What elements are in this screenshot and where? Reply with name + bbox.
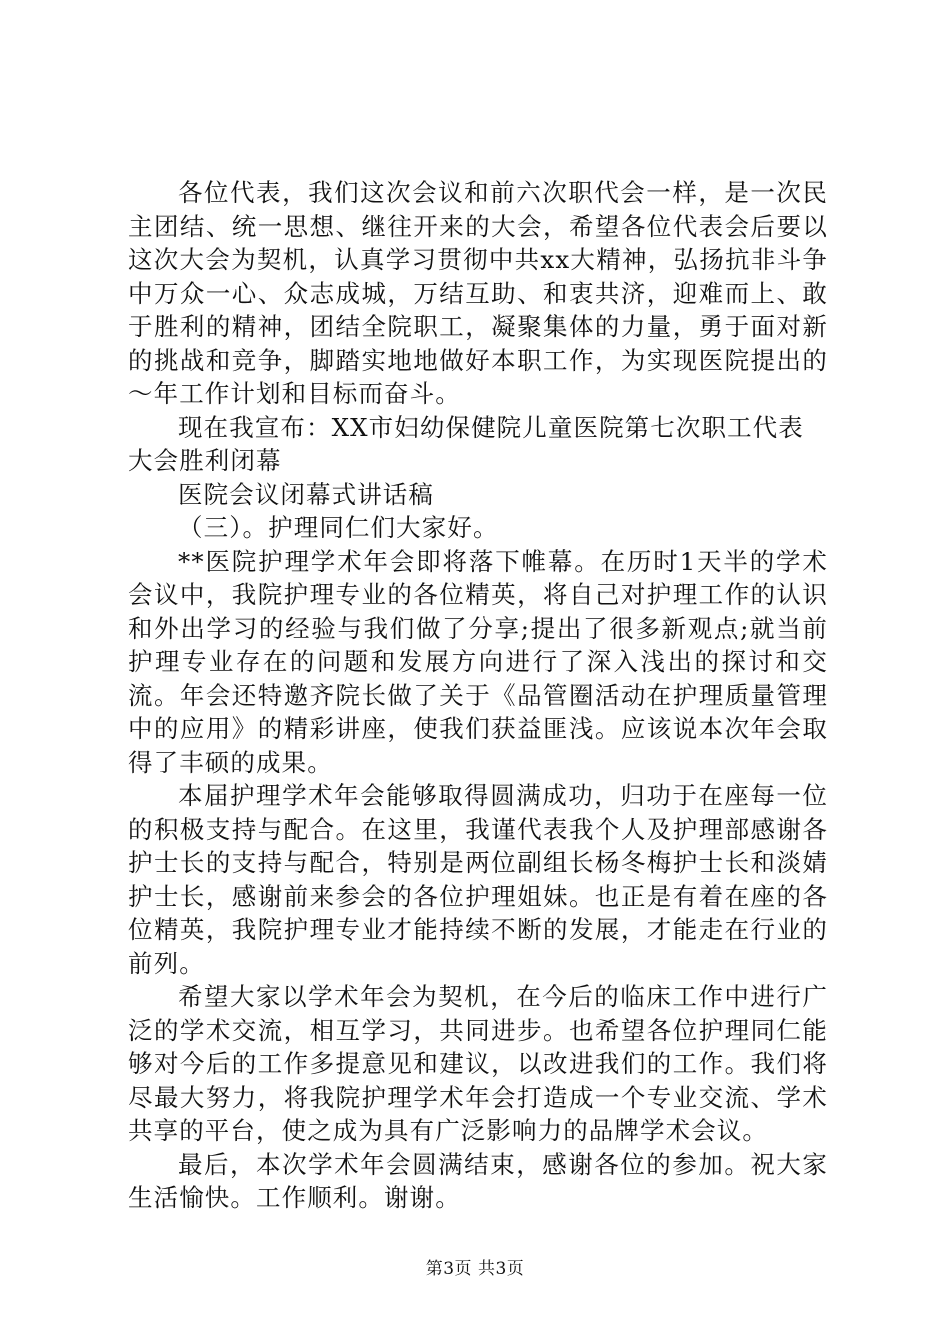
paragraph-declaration: 现在我宣布：XX市妇幼保健院儿童医院第七次职工代表大会胜利闭幕 (128, 412, 804, 475)
paragraph-conference-summary: **医院护理学术年会即将落下帷幕。在历时1天半的学术会议中，我院护理专业的各位精英，将自己对护理工作的认识和外出学习的经验与我们做了分享;提出了很多新观点;就当前护理专业存在的问题和发展方向进行了深入浅出的探讨和交流。年会还特邀齐院长做了关于《品管圈活动在护理质量管理中的应用》的精彩讲座，使我们获益匪浅。应该说本次年会取得了丰硕的成果。 (128, 546, 828, 777)
paragraph-hopes: 希望大家以学术年会为契机，在今后的临床工作中进行广泛的学术交流，相互学习，共同进步。也希望各位护理同仁能够对今后的工作多提意见和建议，以改进我们的工作。我们将尽最大努力，将我院护理学术年会打造成一个专业交流、学术共享的平台，使之成为具有广泛影响力的品牌学术会议。 (128, 982, 828, 1145)
paragraph-closing-appeal: 各位代表，我们这次会议和前六次职代会一样，是一次民主团结、统一思想、继往开来的大会，希望各位代表会后要以这次大会为契机，认真学习贯彻中共xx大精神，弘扬抗非斗争中万众一心、众志成城，万结互助、和衷共济，迎难而上、敢于胜利的精神，团结全院职工，凝聚集体的力量，勇于面对新的挑战和竞争，脚踏实地地做好本职工作，为实现医院提出的～年工作计划和目标而奋斗。 (128, 178, 828, 408)
section-heading: 医院会议闭幕式讲话稿 (178, 479, 434, 509)
speech-greeting: （三）。护理同仁们大家好。 (178, 513, 499, 542)
paragraph-closing: 最后，本次学术年会圆满结束，感谢各位的参加。祝大家生活愉快。工作顺利。谢谢。 (128, 1149, 828, 1212)
paragraph-acknowledgements: 本届护理学术年会能够取得圆满成功，归功于在座每一位的积极支持与配合。在这里，我谨代表我个人及护理部感谢各护士长的支持与配合，特别是两位副组长杨冬梅护士长和淡婧护士长，感谢前来参会的各位护理姐妹。也正是有着在座的各位精英，我院护理专业才能持续不断的发展，才能走在行业的前列。 (128, 781, 828, 978)
page-number: 第3页 共3页 (425, 1259, 525, 1279)
document-body (128, 176, 828, 1215)
